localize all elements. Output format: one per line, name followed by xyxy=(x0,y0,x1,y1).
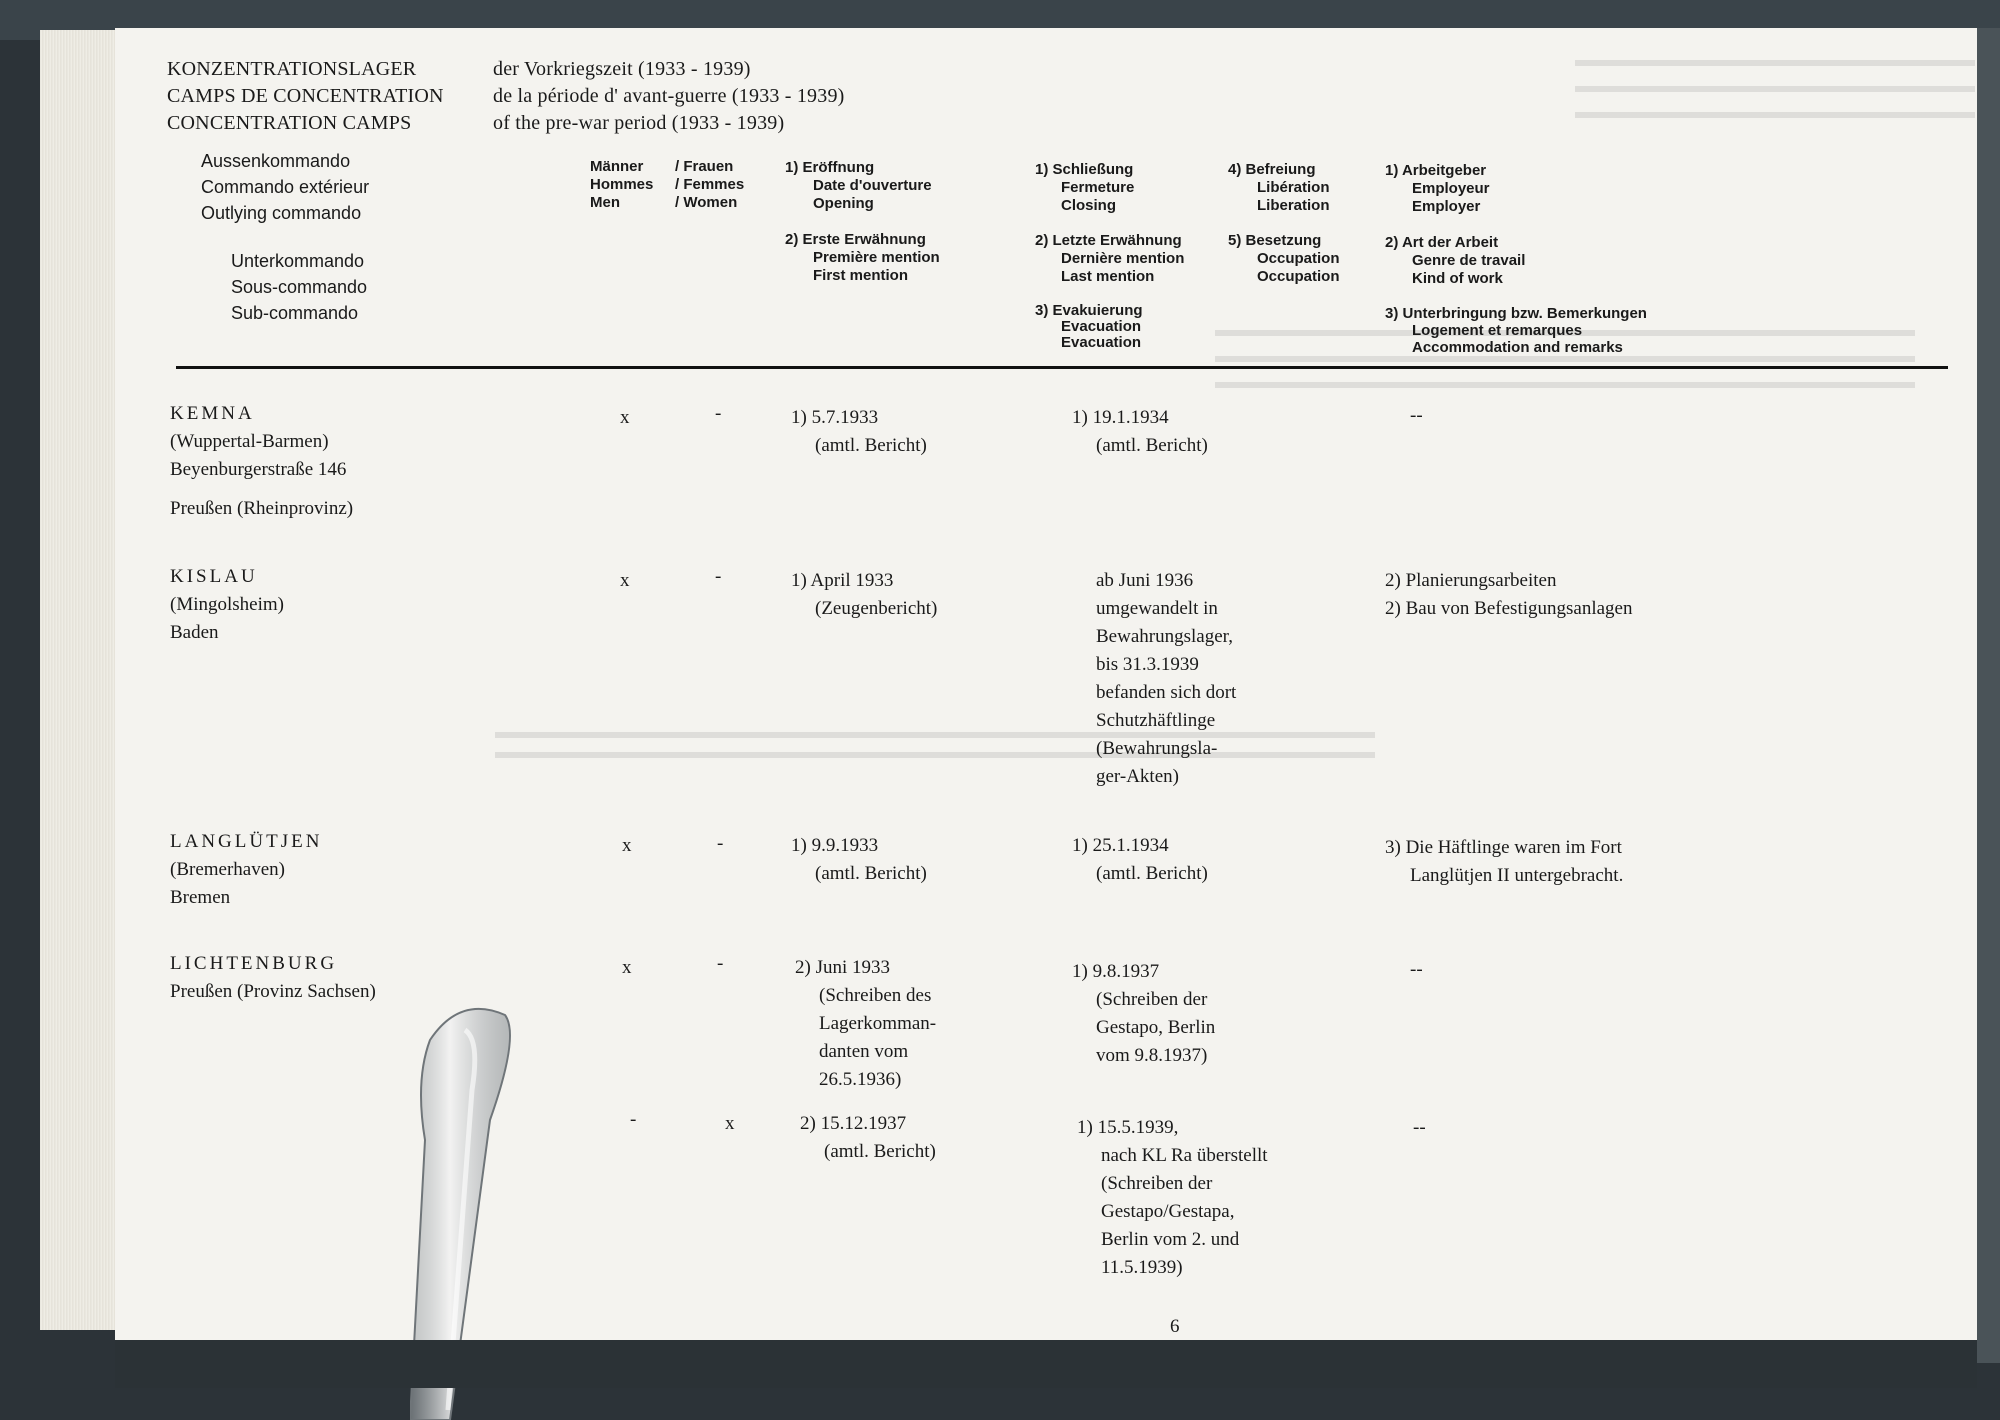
header-unter-en: Sub-commando xyxy=(231,303,359,323)
camp-name-langluetjen: LANGLÜTJEN xyxy=(170,831,323,852)
men-mark-lichtenburg-women: - xyxy=(630,1109,637,1130)
opening-langluetjen-2: (amtl. Bericht) xyxy=(815,863,927,884)
opening-lichtenburg-women-2: (amtl. Bericht) xyxy=(824,1141,936,1162)
header-unter-fr: Sous-commando xyxy=(231,277,368,297)
closing-langluetjen-1: 1) 25.1.1934 xyxy=(1072,835,1169,856)
opening-kemna-1: 1) 5.7.1933 xyxy=(791,407,879,428)
opening-langluetjen-1: 1) 9.9.1933 xyxy=(791,835,879,856)
header-aussen-fr: Commando extérieur xyxy=(201,177,370,197)
closing-lichtenburg-4: vom 9.8.1937) xyxy=(1096,1045,1208,1066)
header-remarks-en: Accommodation and remarks xyxy=(1412,339,1623,356)
header-closing-fr: Fermeture xyxy=(1061,179,1135,196)
remarks-lichtenburg: -- xyxy=(1410,959,1423,980)
closing-kislau-8: ger-Akten) xyxy=(1096,766,1179,787)
header-liberation-fr: Libération xyxy=(1257,179,1330,196)
camp-location-kemna-1: (Wuppertal-Barmen) xyxy=(170,431,329,452)
closing-kislau-1: ab Juni 1936 xyxy=(1096,570,1194,591)
camp-name-kislau: KISLAU xyxy=(170,566,258,587)
header-unter-de: Unterkommando xyxy=(231,251,365,271)
men-mark-lichtenburg: x xyxy=(622,957,632,978)
header-employer-de: 1) Arbeitgeber xyxy=(1385,162,1487,179)
header-opening-en: Opening xyxy=(813,195,874,212)
header-liberation-en: Liberation xyxy=(1257,197,1330,214)
page-stack-edge xyxy=(40,30,120,1330)
remarks-kemna: -- xyxy=(1410,405,1423,426)
header-remarks-de: 3) Unterbringung bzw. Bemerkungen xyxy=(1385,305,1647,322)
remarks-langluetjen-1: 3) Die Häftlinge waren im Fort xyxy=(1385,837,1622,858)
header-work-en: Kind of work xyxy=(1412,270,1503,287)
camp-location-langluetjen-2: Bremen xyxy=(170,887,231,908)
remarks-lichtenburg-women: -- xyxy=(1413,1117,1426,1138)
remarks-kislau-2: 2) Bau von Befestigungsanlagen xyxy=(1385,598,1633,619)
header-closing-en: Closing xyxy=(1061,197,1116,214)
book-right-edge xyxy=(1975,28,2000,1363)
camp-location-lichtenburg: Preußen (Provinz Sachsen) xyxy=(170,981,376,1002)
header-aussen-de: Aussenkommando xyxy=(201,151,351,171)
closing-kislau-3: Bewahrungslager, xyxy=(1096,626,1233,647)
closing-kislau-7: (Bewahrungsla- xyxy=(1096,738,1218,759)
men-mark-kemna: x xyxy=(620,407,630,428)
men-mark-kislau: x xyxy=(620,570,630,591)
women-mark-lichtenburg-women: x xyxy=(725,1113,735,1134)
opening-lichtenburg-1: 2) Juni 1933 xyxy=(795,957,890,978)
header-aussen-en: Outlying commando xyxy=(201,203,362,223)
closing-lichtenburg-women-1: 1) 15.5.1939, xyxy=(1077,1117,1179,1138)
header-work-de: 2) Art der Arbeit xyxy=(1385,234,1499,251)
camp-location-kemna-2: Beyenburgerstraße 146 xyxy=(170,459,347,480)
closing-lichtenburg-2: (Schreiben der xyxy=(1096,989,1208,1010)
remarks-langluetjen-2: Langlütjen II untergebracht. xyxy=(1410,865,1624,886)
header-last-mention-de: 2) Letzte Erwähnung xyxy=(1035,232,1182,249)
header-opening-fr: Date d'ouverture xyxy=(813,177,932,194)
header-liberation-de: 4) Befreiung xyxy=(1228,161,1316,178)
closing-kislau-6: Schutzhäftlinge xyxy=(1096,710,1216,731)
remarks-kislau-1: 2) Planierungsarbeiten xyxy=(1385,570,1557,591)
opening-kislau-1: 1) April 1933 xyxy=(791,570,894,591)
header-occupation-de: 5) Besetzung xyxy=(1228,232,1322,249)
header-employer-fr: Employeur xyxy=(1412,180,1490,197)
title-fr: CAMPS DE CONCENTRATION xyxy=(167,85,444,107)
header-evacuation-fr: Evacuation xyxy=(1061,318,1142,335)
opening-lichtenburg-5: 26.5.1936) xyxy=(819,1069,902,1090)
header-last-mention-fr: Dernière mention xyxy=(1061,250,1185,267)
women-mark-langluetjen: - xyxy=(717,833,724,854)
header-occupation-fr: Occupation xyxy=(1257,250,1340,267)
women-mark-kemna: - xyxy=(715,403,722,424)
title-de: KONZENTRATIONSLAGER xyxy=(167,58,417,80)
camp-name-lichtenburg: LICHTENBURG xyxy=(170,953,338,974)
header-gender-women-fr: / Femmes xyxy=(675,176,745,193)
closing-lichtenburg-women-3: (Schreiben der xyxy=(1101,1173,1213,1194)
header-gender-en: Men xyxy=(590,194,620,211)
opening-lichtenburg-2: (Schreiben des xyxy=(819,985,932,1006)
men-mark-langluetjen: x xyxy=(622,835,632,856)
header-remarks-fr: Logement et remarques xyxy=(1412,322,1583,339)
closing-lichtenburg-women-2: nach KL Ra überstellt xyxy=(1101,1145,1268,1166)
closing-lichtenburg-women-5: Berlin vom 2. und xyxy=(1101,1229,1240,1250)
header-employer-en: Employer xyxy=(1412,198,1481,215)
opening-lichtenburg-3: Lagerkomman- xyxy=(819,1013,937,1034)
opening-kemna-2: (amtl. Bericht) xyxy=(815,435,927,456)
closing-langluetjen-2: (amtl. Bericht) xyxy=(1096,863,1208,884)
closing-kislau-2: umgewandelt in xyxy=(1096,598,1218,619)
camp-location-langluetjen-1: (Bremerhaven) xyxy=(170,859,285,880)
closing-lichtenburg-women-6: 11.5.1939) xyxy=(1101,1257,1183,1278)
header-work-fr: Genre de travail xyxy=(1412,252,1526,269)
subtitle-en: of the pre-war period (1933 - 1939) xyxy=(493,112,785,134)
header-occupation-en: Occupation xyxy=(1257,268,1340,285)
closing-kislau-5: befanden sich dort xyxy=(1096,682,1237,703)
header-gender-de: Männer xyxy=(590,158,644,175)
opening-lichtenburg-women-1: 2) 15.12.1937 xyxy=(800,1113,907,1134)
document-page xyxy=(115,28,1977,1363)
header-closing-de: 1) Schließung xyxy=(1035,161,1134,178)
bleed-through-texture-3 xyxy=(495,718,1375,758)
title-en: CONCENTRATION CAMPS xyxy=(167,112,412,134)
camp-region-kemna: Preußen (Rheinprovinz) xyxy=(170,498,354,519)
subtitle-fr: de la période d' avant-guerre (1933 - 1939) xyxy=(493,85,845,107)
header-opening-de: 1) Eröffnung xyxy=(785,159,875,176)
bottom-shadow xyxy=(115,1340,1977,1388)
women-mark-kislau: - xyxy=(715,566,722,587)
header-first-mention-en: First mention xyxy=(813,267,909,284)
closing-lichtenburg-1: 1) 9.8.1937 xyxy=(1072,961,1160,982)
closing-lichtenburg-women-4: Gestapo/Gestapa, xyxy=(1101,1201,1235,1222)
header-first-mention-de: 2) Erste Erwähnung xyxy=(785,231,926,248)
camp-name-kemna: KEMNA xyxy=(170,403,255,424)
header-evacuation-de: 3) Evakuierung xyxy=(1035,302,1143,319)
women-mark-lichtenburg: - xyxy=(717,953,724,974)
header-last-mention-en: Last mention xyxy=(1061,268,1155,285)
header-first-mention-fr: Première mention xyxy=(813,249,940,266)
opening-kislau-2: (Zeugenbericht) xyxy=(815,598,938,619)
camp-location-kislau-2: Baden xyxy=(170,622,219,643)
header-evacuation-en: Evacuation xyxy=(1061,334,1142,351)
closing-kemna-1: 1) 19.1.1934 xyxy=(1072,407,1169,428)
header-gender-women-en: / Women xyxy=(675,194,738,211)
closing-kemna-2: (amtl. Bericht) xyxy=(1096,435,1208,456)
page-number: 6 xyxy=(1170,1316,1180,1337)
subtitle-de: der Vorkriegszeit (1933 - 1939) xyxy=(493,58,751,80)
closing-lichtenburg-3: Gestapo, Berlin xyxy=(1096,1017,1216,1038)
header-rule xyxy=(176,366,1948,369)
bleed-through-texture xyxy=(1575,58,1975,118)
opening-lichtenburg-4: danten vom xyxy=(819,1041,909,1062)
header-gender-fr: Hommes xyxy=(590,176,654,193)
header-gender-women-de: / Frauen xyxy=(675,158,734,175)
closing-kislau-4: bis 31.3.1939 xyxy=(1096,654,1199,675)
camp-location-kislau-1: (Mingolsheim) xyxy=(170,594,284,615)
